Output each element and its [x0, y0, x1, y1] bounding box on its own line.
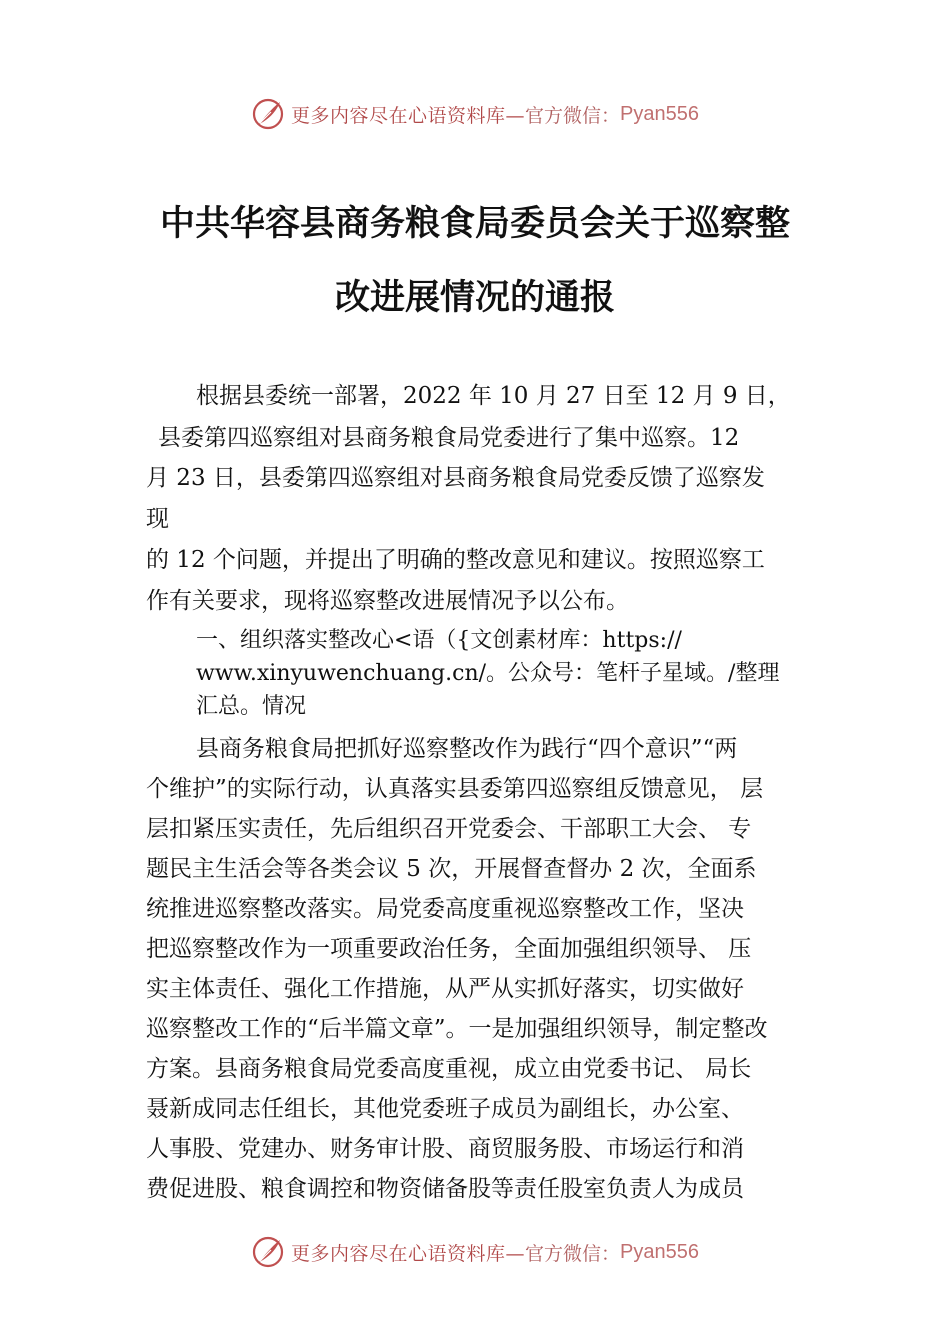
paragraph-2-line-7: 实主体责任、强化工作措施，从严从实抓好落实，切实做好: [146, 976, 744, 1002]
banner-text: 更多内容尽在心语资料库—: [291, 104, 526, 127]
banner-wechat-id: Pyan556: [620, 1240, 699, 1263]
quill-pen-logo-icon: [251, 97, 285, 131]
paragraph-2-line-5: 统推进巡察整改落实。局党委高度重视巡察整改工作，坚决: [146, 896, 744, 922]
section-1-heading-line-2: www.xinyuwenchuang.cn/。公众号：笔杆子星域。/整理: [196, 661, 780, 686]
banner-wechat-id: Pyan556: [620, 102, 699, 125]
paragraph-1-line-1: 根据县委统一部署，2022 年 10 月 27 日至 12 月 9 日，: [196, 383, 791, 409]
section-1-heading-line-1: 一、组织落实整改心<语（{文创素材库：https://: [196, 628, 682, 653]
document-title-line-2: 改进展情况的通报: [334, 278, 615, 318]
paragraph-2-line-12: 费促进股、粮食调控和物资储备股等责任股室负责人为成员: [146, 1176, 744, 1202]
paragraph-2-line-1: 县商务粮食局把抓好巡察整改作为践行“四个意识”“两: [196, 736, 738, 762]
banner-contact-label: 官方微信：: [525, 1242, 621, 1265]
paragraph-1-line-5: 的 12 个问题，并提出了明确的整改意见和建议。按照巡察工: [146, 547, 765, 573]
quill-pen-logo-icon: [251, 1235, 285, 1269]
paragraph-2-line-11: 人事股、党建办、财务审计股、商贸服务股、市场运行和消: [146, 1136, 744, 1162]
header-watermark-banner: [0, 94, 950, 134]
paragraph-2-line-3: 层扣紧压实责任，先后组织召开党委会、干部职工大会、 专: [146, 816, 752, 842]
paragraph-2-line-4: 题民主生活会等各类会议 5 次，开展督查督办 2 次，全面系: [146, 856, 757, 882]
section-1-heading-line-3: 汇总。情况: [196, 694, 307, 719]
paragraph-1-line-6: 作有关要求，现将巡察整改进展情况予以公布。: [146, 588, 629, 614]
paragraph-1-line-4: 现: [146, 506, 169, 532]
paragraph-1-line-3: 月 23 日，县委第四巡察组对县商务粮食局党委反馈了巡察发: [146, 465, 765, 491]
paragraph-2-line-2: 个维护”的实际行动，认真落实县委第四巡察组反馈意见， 层: [146, 776, 764, 802]
paragraph-2-line-10: 聂新成同志任组长，其他党委班子成员为副组长，办公室、: [146, 1096, 744, 1122]
paragraph-2-line-8: 巡察整改工作的“后半篇文章”。一是加强组织领导，制定整改: [146, 1016, 768, 1042]
document-title-line-1: 中共华容县商务粮食局委员会关于巡察整: [159, 204, 790, 244]
paragraph-2-line-6: 把巡察整改作为一项重要政治任务，全面加强组织领导、 压: [146, 936, 752, 962]
banner-contact-label: 官方微信：: [525, 104, 621, 127]
footer-watermark-banner: [0, 1232, 950, 1272]
paragraph-2-line-9: 方案。县商务粮食局党委高度重视，成立由党委书记、 局长: [146, 1056, 752, 1082]
paragraph-1-line-2: 县委第四巡察组对县商务粮食局党委进行了集中巡察。12: [158, 425, 740, 451]
banner-text: 更多内容尽在心语资料库—: [291, 1242, 526, 1265]
